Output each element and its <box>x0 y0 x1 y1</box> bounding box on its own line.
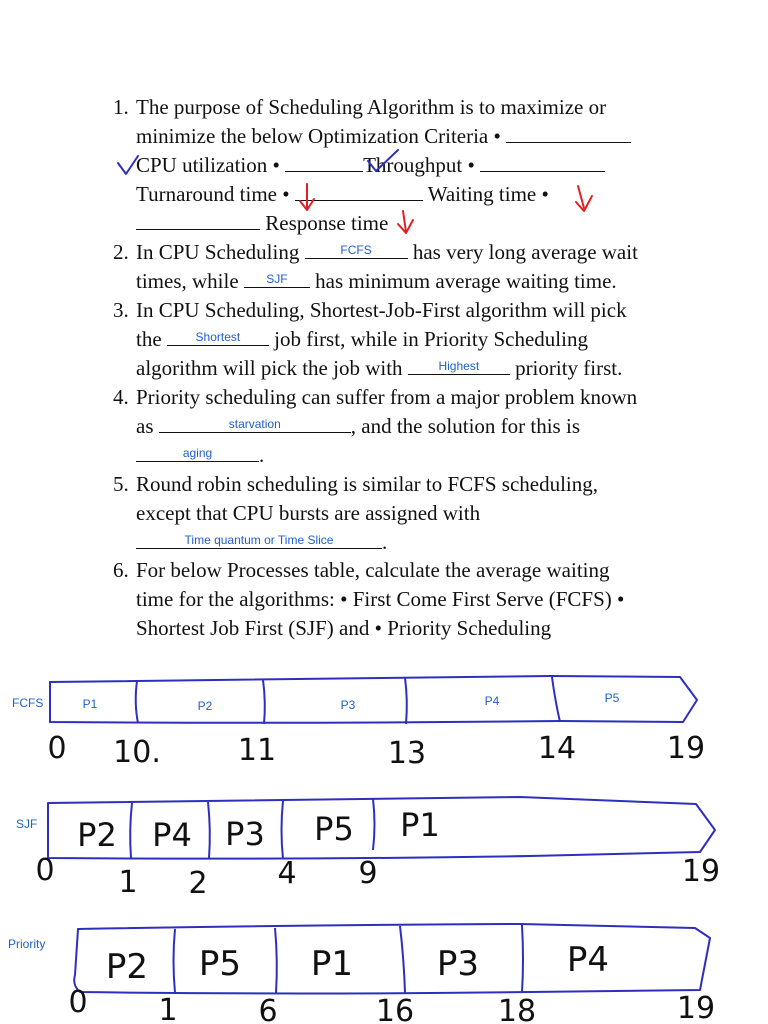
gantt-divider <box>552 677 560 722</box>
answer-blank[interactable]: FCFS <box>305 238 408 259</box>
gantt-divider <box>263 680 265 724</box>
gantt-time-label: 0 <box>35 853 55 888</box>
gantt-divider <box>373 799 375 850</box>
gantt-process-label: P5 <box>198 944 242 984</box>
answer-blank[interactable]: SJF <box>244 267 310 288</box>
gantt-label-fcfs: FCFS <box>12 696 44 710</box>
question-number: 6. <box>113 558 129 582</box>
gantt-time-label: 16 <box>375 994 415 1024</box>
gantt-bar-outline <box>50 676 697 723</box>
gantt-label-sjf: SJF <box>16 817 38 831</box>
question-line: Shortest Job First (SJF) and • Priority Scheduling <box>136 616 552 640</box>
gantt-process-label: P2 <box>105 947 149 987</box>
gantt-time-label: 6 <box>258 994 278 1024</box>
gantt-divider <box>405 678 407 724</box>
gantt-process-label: P3 <box>340 698 356 712</box>
question-line: except that CPU bursts are assigned with <box>136 501 481 525</box>
gantt-time-label: 19 <box>666 731 706 766</box>
question-line: Round robin scheduling is similar to FCFS scheduling, <box>136 472 599 496</box>
question-line: minimize the below Optimization Criteria • <box>136 122 631 151</box>
question-line: The purpose of Scheduling Algorithm is to maximize or <box>136 95 607 119</box>
question-line: Priority scheduling can suffer from a major problem known <box>136 385 638 409</box>
gantt-time-label: 11 <box>237 733 277 768</box>
question-line: times, while SJF has minimum average waiting time. <box>136 269 617 293</box>
gantt-divider <box>136 681 138 723</box>
gantt-fcfs <box>47 676 705 771</box>
gantt-process-label: P3 <box>225 815 265 853</box>
gantt-divider <box>174 929 176 993</box>
gantt-divider <box>282 801 284 859</box>
question-number: 3. <box>113 298 129 322</box>
gantt-divider <box>275 928 277 993</box>
question-line: time for the algorithms: • First Come First Serve (FCFS) • <box>136 587 625 611</box>
gantt-divider <box>130 803 132 858</box>
question-line: Time quantum or Time Slice . <box>136 528 387 557</box>
gantt-time-label: 0 <box>47 731 67 766</box>
answer-blank[interactable]: aging <box>136 441 259 462</box>
gantt-process-label: P3 <box>436 944 480 984</box>
question-line: algorithm will pick the job with Highest priority first. <box>136 356 623 380</box>
question-number: 1. <box>113 95 129 119</box>
gantt-divider <box>522 925 523 992</box>
gantt-divider <box>208 802 210 858</box>
question-line: aging . <box>136 441 264 470</box>
gantt-process-label: P2 <box>77 816 117 854</box>
gantt-process-label: P4 <box>152 816 192 854</box>
gantt-sjf <box>35 797 720 901</box>
gantt-process-label: P5 <box>604 691 620 705</box>
gantt-process-label: P2 <box>197 699 213 713</box>
question-number: 5. <box>113 472 129 496</box>
gantt-priority <box>68 924 715 1024</box>
question-line: In CPU Scheduling FCFS has very long average wait <box>136 240 638 264</box>
question-line: Turnaround time • Waiting time • <box>136 182 549 206</box>
gantt-bar-outline <box>74 924 710 994</box>
gantt-time-label: 18 <box>497 994 537 1024</box>
question-line: Response time <box>136 209 388 238</box>
gantt-process-label: P4 <box>484 694 500 708</box>
gantt-time-label: 19 <box>676 991 716 1024</box>
gantt-process-label: P1 <box>310 944 354 984</box>
gantt-time-label: 10. <box>113 735 161 770</box>
gantt-process-label: P5 <box>314 810 354 848</box>
answer-blank[interactable]: Shortest <box>167 325 269 346</box>
gantt-process-label: P1 <box>82 697 98 711</box>
gantt-time-label: 2 <box>188 866 208 901</box>
answer-blank[interactable]: starvation <box>159 412 351 433</box>
gantt-process-label: P1 <box>400 806 440 844</box>
question-line: the Shortest job first, while in Priority Scheduling <box>136 327 588 351</box>
gantt-time-label: 0 <box>68 985 88 1020</box>
gantt-time-label: 1 <box>118 865 138 900</box>
question-line: In CPU Scheduling, Shortest-Job-First algorithm will pick <box>136 298 627 322</box>
question-line: For below Processes table, calculate the average waiting <box>136 558 610 582</box>
question-number: 2. <box>113 240 129 264</box>
question-line: CPU utilization • Throughput • <box>136 151 605 180</box>
gantt-time-label: 19 <box>681 854 721 889</box>
answer-blank[interactable]: Time quantum or Time Slice <box>136 528 382 549</box>
question-line: as starvation , and the solution for this is <box>136 414 580 438</box>
gantt-divider <box>400 926 405 993</box>
gantt-time-label: 9 <box>358 856 378 891</box>
gantt-label-priority: Priority <box>8 937 46 951</box>
gantt-time-label: 4 <box>277 856 297 891</box>
answer-blank[interactable]: Highest <box>408 354 510 375</box>
gantt-process-label: P4 <box>566 940 610 980</box>
question-number: 4. <box>113 385 129 409</box>
gantt-time-label: 14 <box>537 731 577 766</box>
gantt-time-label: 13 <box>387 736 427 771</box>
gantt-time-label: 1 <box>158 993 178 1024</box>
gantt-bar-outline <box>48 797 715 859</box>
